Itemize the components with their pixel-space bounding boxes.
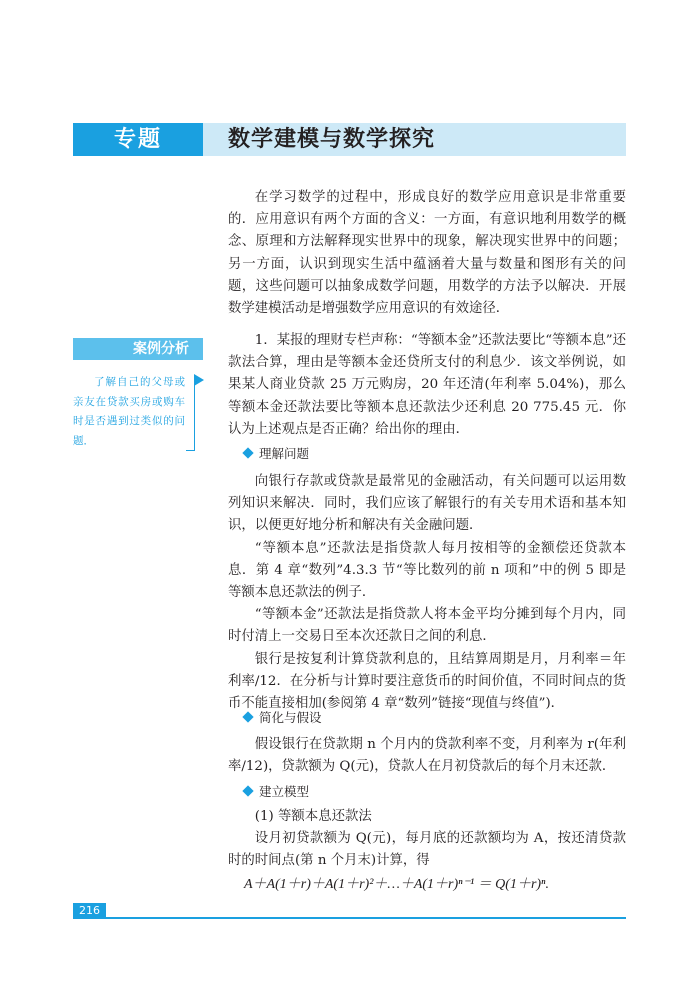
footer-rule <box>106 917 626 919</box>
page-number: 216 <box>73 903 106 919</box>
case-1-text: 1．某报的理财专栏声称：“等额本金”还款法要比“等额本息”还款法合算，理由是等额本金还贷所支付的利息少．该文举例说，如果某人商业贷款 25 万元购房，20 年还清(年利率 5.04%)，那么等额本金还款法要比等额本息还款法少还利息 20 775.45 元．你认为上述观点是否正确？给出你的理由． <box>228 333 626 437</box>
subheading: (1) 等额本息还款法 <box>254 809 372 824</box>
side-note-bracket <box>186 380 195 451</box>
page-title: 数学建模与数学探究 <box>203 123 626 156</box>
heading-model <box>244 782 309 800</box>
intro-paragraph: 在学习数学的过程中，形成良好的数学应用意识是非常重要的．应用意识有两个方面的含义：一方面，有意识地利用数学的概念、原理和方法解释现实世界中的现象，解决现实世界中的问题；另一方面，认识到现实生活中蕴涵着大量与数量和图形有关的问题，这些问题可以抽象成数学问题，用数学的方法予以解决．开展数学建模活动是增强数学应用意识的有效途径． <box>228 190 626 317</box>
formula: A＋A(1＋r)＋A(1＋r)²＋…＋A(1＋r)ⁿ⁻¹ ＝ Q(1＋r)ⁿ. <box>244 877 549 892</box>
pointer-triangle-icon <box>194 374 204 386</box>
simplify-block <box>228 734 626 778</box>
paragraph: “等额本金”还款法是指贷款人将本金平均分摊到每个月内，同时付清上一交易日至本次还款日之间的利息． <box>228 607 626 645</box>
topic-label: 专题 <box>73 123 203 156</box>
paragraph: 假设银行在贷款期 n 个月内的贷款利率不变，月利率为 r(年利率/12)，贷款额为 Q(元)，贷款人在月初贷款后的每个月末还款． <box>228 737 626 775</box>
case-1-block <box>228 330 626 441</box>
diamond-icon <box>242 447 253 458</box>
paragraph: 设月初贷款额为 Q(元)，每月底的还款额均为 A，按还清贷款时的时间点(第 n 个月末)计算，得 <box>228 831 626 869</box>
intro-block <box>228 187 626 320</box>
paragraph: 向银行存款或贷款是最常见的金融活动，有关问题可以运用数列知识来解决．同时，我们应该了解银行的有关专用术语和基本知识，以便更好地分析和解决有关金融问题． <box>228 474 626 534</box>
heading-simplify <box>244 708 322 726</box>
diamond-icon <box>242 785 253 796</box>
paragraph: “等额本息”还款法是指贷款人每月按相等的金额偿还贷款本息．第 4 章“数列”4.3.3 节“等比数列的前 n 项和”中的例 5 即是等额本息还款法的例子． <box>228 540 626 601</box>
side-note: 了解自己的父母或亲友在贷款买房或购车时是否遇到过类似的问题． <box>73 376 185 447</box>
heading-text: 理解问题 <box>259 446 310 461</box>
heading-understand <box>244 444 309 462</box>
diamond-icon <box>242 711 253 722</box>
paragraph: 银行是按复利计算贷款利息的，且结算周期是月，月利率＝年利率/12．在分析与计算时要注意货币的时间价值，不同时间点的货币不能直接相加(参阅第 4 章“数列”链接“现值与终值”)． <box>228 651 626 712</box>
case-analysis-label: 案例分析 <box>73 338 203 360</box>
heading-text: 简化与假设 <box>259 710 322 725</box>
understand-block <box>228 471 626 715</box>
model-block <box>228 806 626 873</box>
heading-text: 建立模型 <box>259 784 310 799</box>
